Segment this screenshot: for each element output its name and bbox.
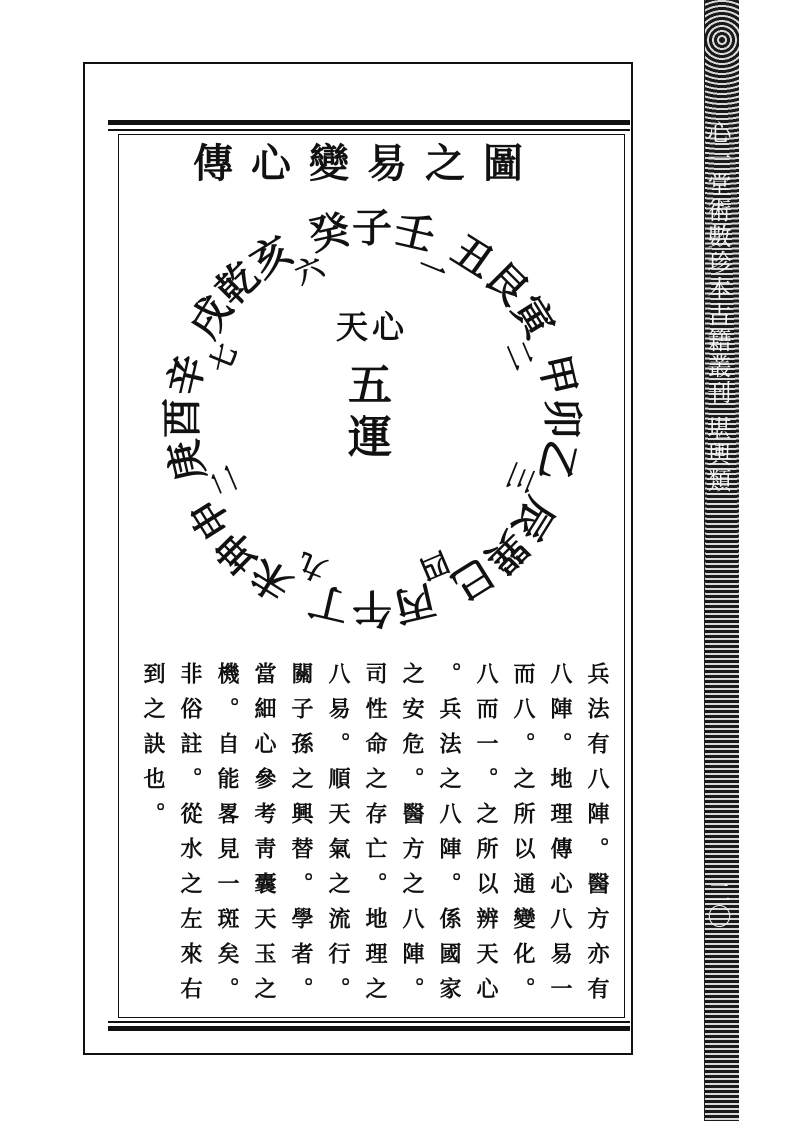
ring-stem-1-2: 寅 [502, 287, 564, 347]
ring-stem-2-0: 甲 [529, 350, 585, 401]
page-number: 二〇 [703, 880, 731, 928]
center-heart-label: 天心 [335, 308, 409, 346]
text-column: 而八。之所以通變化。 [510, 662, 536, 1012]
ring-stem-0-0: 癸 [304, 205, 355, 261]
ring-number-3: 四 [415, 544, 454, 586]
ring-stem-7-0: 戌 [180, 287, 242, 347]
text-column: 司性命之存亡。地理之 [362, 662, 388, 1012]
text-column: 到之訣也。 [140, 662, 166, 837]
ring-stem-7-1: 乾 [206, 252, 269, 315]
ring-stem-4-1: 午 [352, 584, 392, 632]
ring-stem-6-2: 辛 [159, 350, 215, 401]
ring-number-6: 七 [203, 338, 245, 378]
ring-stem-4-0: 丙 [389, 575, 440, 631]
text-column: 。兵法之八陣。係國家 [436, 662, 462, 1012]
ring-stem-7-2: 亥 [241, 226, 301, 288]
ring-stem-3-2: 巳 [443, 548, 503, 610]
ring-number-4: 九 [292, 545, 332, 587]
ring-number-2: 三 [499, 458, 541, 498]
ring-stem-1-0: 丑 [443, 226, 503, 288]
text-column: 非俗註。從水之左來右 [177, 662, 203, 1012]
ring-stem-2-2: 乙 [529, 435, 585, 486]
ring-stem-5-2: 申 [180, 489, 242, 549]
ring-stem-5-1: 坤 [206, 521, 269, 584]
ring-stem-0-1: 子 [352, 204, 392, 252]
bottom-rule-thin [108, 1021, 630, 1023]
diagram-title: 傳心變易之圖 [193, 140, 541, 187]
commentary-text [124, 662, 614, 1012]
center-vertical-label [348, 360, 392, 463]
ring-stem-4-2: 丁 [304, 575, 355, 631]
text-column: 八而一。之所以辨天心 [473, 662, 499, 1012]
bottom-rule-thick [108, 1026, 630, 1031]
text-column: 兵法有八陣。醫方亦有 [584, 662, 610, 1012]
margin-series-title [703, 120, 735, 494]
text-column: 機。自能畧見一斑矣。 [214, 662, 240, 1012]
text-column: 八陣。地理傳心八易一 [547, 662, 573, 1012]
ring-stem-6-1: 酉 [158, 398, 206, 438]
text-column: 關子孫之興替。學者。 [288, 662, 314, 1012]
text-column: 當細心參考靑囊天玉之 [251, 662, 277, 1012]
ring-stem-1-1: 艮 [475, 252, 538, 315]
ring-stem-3-1: 巽 [475, 521, 538, 584]
ring-stem-0-2: 壬 [389, 205, 440, 261]
ring-stem-6-0: 庚 [159, 435, 215, 486]
ring-number-1: 二 [498, 336, 540, 375]
ring-number-5: 二 [204, 461, 246, 500]
center-char-1: 運 [348, 412, 392, 463]
series-category: 堪輿類 [703, 415, 731, 494]
ring-stem-3-0: 辰 [502, 489, 564, 549]
ring-number-7: 六 [290, 250, 329, 292]
text-column: 八易。順天氣之流行。 [325, 662, 351, 1012]
center-char-0: 五 [348, 360, 392, 411]
ring-stem-5-0: 未 [241, 548, 301, 610]
ring-number-0: 一 [412, 249, 452, 291]
text-column: 之安危。醫方之八陣。 [399, 662, 425, 1012]
ring-stem-2-1: 卯 [538, 398, 586, 438]
series-title: 心一堂術數珍本古籍叢刊 [703, 120, 731, 406]
